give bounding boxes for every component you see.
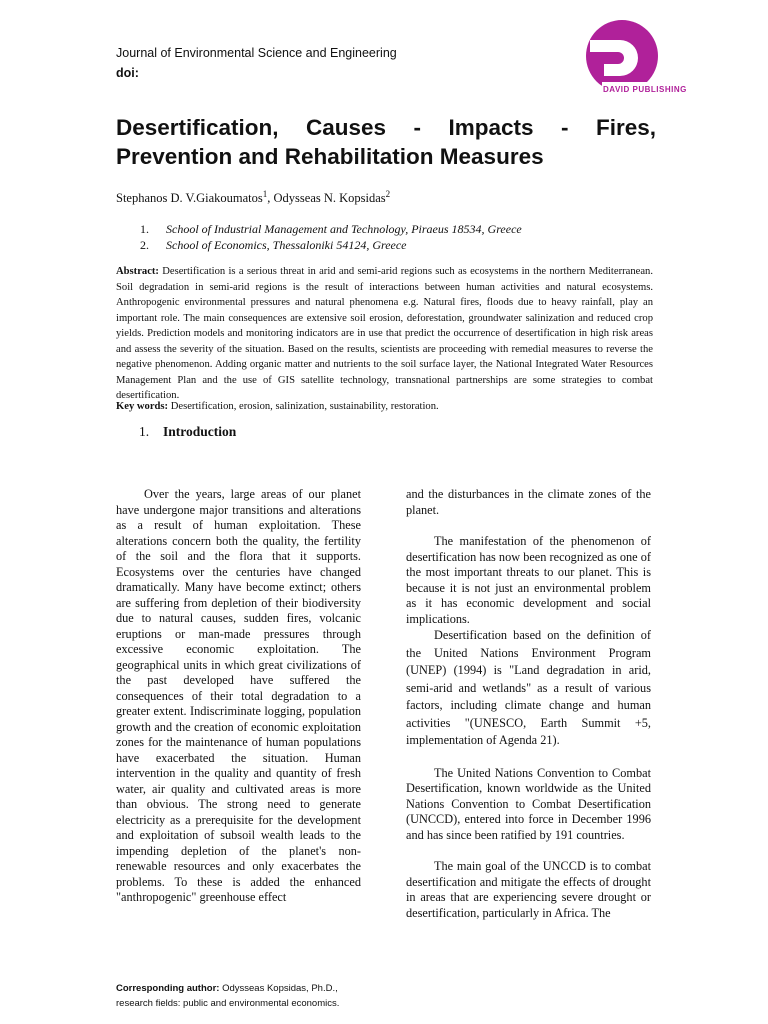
paragraph: The United Nations Convention to Combat Desertification, known worldwide as the United Nations Convention to Combat Desertification (UNCCD), entered into force in December 1996 and has since been ratified by 191 countries. bbox=[406, 765, 651, 842]
journal-name: Journal of Environmental Science and Engineering bbox=[116, 46, 397, 60]
author-2: , Odysseas N. Kopsidas bbox=[267, 191, 386, 206]
paragraph: and the disturbances in the climate zones of the planet. bbox=[406, 487, 651, 517]
abstract bbox=[116, 264, 653, 404]
keywords-text: Desertification, erosion, salinization, sustainability, restoration. bbox=[170, 401, 439, 412]
affil-ref-2: 2 bbox=[385, 189, 391, 199]
affiliation-text: School of Economics, Thessaloniki 54124, Greece bbox=[166, 238, 407, 252]
section-heading bbox=[139, 424, 236, 440]
paragraph: The manifestation of the phenomenon of desertification has now been recognized as one of the most important threats to our planet. This is because it is not just an environmental problem as it has economic development and social implications. bbox=[406, 534, 651, 626]
footer-fields: research fields: public and environmental economics. bbox=[116, 998, 340, 1009]
corresponding-author-note bbox=[116, 981, 339, 1011]
paper-title: Desertification, Causes - Impacts - Fires, Prevention and Rehabilitation Measures bbox=[116, 115, 656, 169]
affiliation bbox=[140, 221, 522, 237]
footer-author: Odysseas Kopsidas, Ph.D., bbox=[222, 983, 338, 994]
footer-label: Corresponding author: bbox=[116, 983, 220, 994]
left-column bbox=[116, 487, 361, 906]
affiliation-number: 1. bbox=[140, 222, 149, 236]
affiliation bbox=[140, 237, 522, 253]
affiliations bbox=[140, 221, 522, 253]
david-publishing-logo bbox=[572, 18, 712, 100]
abstract-text: Desertification is a serious threat in arid and semi-arid regions such as ecosystems in the northern Mediterranean. Soil degradation in semi-arid regions is the result of interactions between human activities and natural ecosystems. Anthropogenic environmental pressures and natural phenomena e.g. Natural fires, floods due to heavy rainfall, play an important role. The main consequences are extensive soil erosion, deforestation, groundwater salinization and reduced crop yields. Prediction models and monitoring indicators are in use that predict the occurrence of desertification in high risk areas and assess the severity of the situation. Based on the results, scientists are proceeding with remedial measures to reverse the negative phenomenon. Adding organic matter and nutrients to the soil surface layer, the National Integrated Water Resources Management Plan and the use of GIS satellite technology, transnational partnerships are some strategies to combat desertification. bbox=[116, 266, 653, 401]
paragraph: Desertification based on the definition of the United Nations Environment Program (UNEP) (1994) is "Land degradation in arid, semi-arid and wetlands" as a result of various factors, including climate change and human activities "(UNESCO, Earth Summit +5, implementation of Agenda 21). bbox=[406, 628, 651, 747]
abstract-label: Abstract: bbox=[116, 266, 159, 277]
affiliation-number: 2. bbox=[140, 238, 149, 252]
section-number: 1. bbox=[139, 424, 150, 439]
paragraph: Over the years, large areas of our planet have undergone major transitions and alterations as a result of human exploitation. These alterations concern both the quality, the fertility of the soil and the flora that it supports. Ecosystems over the centuries have changed dramatically. Many have become extinct; others are suffering from depletion of their biodiversity due to natural causes, sudden fires, volcanic eruptions or man-made pressures through excessive economic exploitation. The geographical units in which great civilizations of the past developed have suffered the consequences of their total degradation to a greater extent. Indiscriminate logging, population growth and the creation of economic exploitation zones for the maintenance of human populations have exacerbated the situation. Human intervention in the quality and quantity of fresh water, air quality and cultivated areas is more than obvious. The strong need to generate electricity as a prerequisite for the development and exploitation of subsoil wealth leads to the impending depletion of the planet's non-renewable resources and only exacerbates the problems. To these is added the enhanced "anthropogenic" greenhouse effect bbox=[116, 487, 361, 904]
author-1: Stephanos D. V.Giakoumatos bbox=[116, 191, 263, 206]
affiliation-text: School of Industrial Management and Technology, Piraeus 18534, Greece bbox=[166, 222, 522, 236]
paragraph: The main goal of the UNCCD is to combat desertification and mitigate the effects of drought in areas that are experiencing severe drought or desertification, particularly in Africa. The bbox=[406, 859, 651, 920]
affil-ref-1: 1 bbox=[262, 189, 268, 199]
keywords bbox=[116, 401, 439, 412]
svg-text:DAVID PUBLISHING: DAVID PUBLISHING bbox=[603, 85, 687, 94]
section-title: Introduction bbox=[163, 424, 237, 439]
authors bbox=[116, 189, 390, 206]
keywords-label: Key words: bbox=[116, 401, 169, 412]
doi-label: doi: bbox=[116, 66, 139, 80]
right-column bbox=[406, 487, 651, 921]
journal-header bbox=[116, 43, 397, 83]
